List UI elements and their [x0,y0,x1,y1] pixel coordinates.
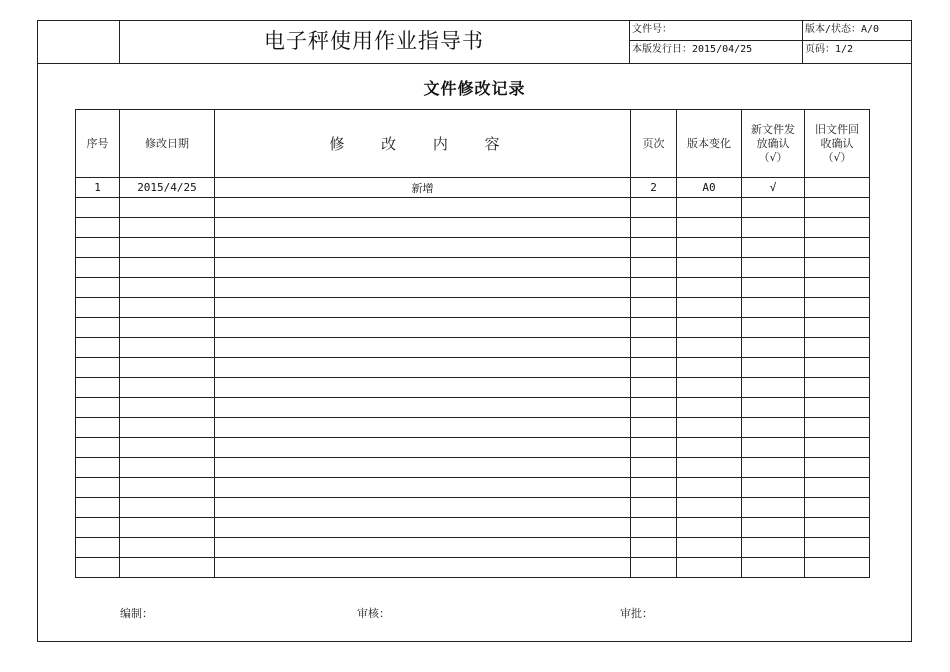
table-cell [742,458,805,478]
table-cell [742,558,805,578]
table-cell [742,238,805,258]
table-cell [805,398,870,418]
table-cell [805,198,870,218]
document-header [37,20,912,63]
table-cell [76,318,120,338]
table-cell [631,358,677,378]
table-cell [677,538,742,558]
table-cell [120,318,215,338]
table-cell [76,238,120,258]
table-cell [631,398,677,418]
table-cell [120,558,215,578]
table-row [76,278,870,298]
table-cell [631,198,677,218]
table-cell [215,238,631,258]
table-cell [76,438,120,458]
table-cell [677,558,742,578]
doc-number-label: 文件号： [632,24,672,35]
table-cell [742,338,805,358]
table-cell [677,318,742,338]
table-cell [805,478,870,498]
table-cell [677,238,742,258]
table-row [76,198,870,218]
table-cell [805,378,870,398]
col-header-old-line: 旧文件回 [815,122,859,136]
table-cell [631,438,677,458]
table-cell [120,518,215,538]
table-row [76,338,870,358]
table-cell [631,238,677,258]
table-cell [76,378,120,398]
col-header-date: 修改日期 [120,110,215,178]
table-body [76,178,870,578]
revision-table [75,109,870,578]
table-cell [805,338,870,358]
table-row [76,178,870,198]
table-cell [805,278,870,298]
table-cell [742,258,805,278]
table-row [76,498,870,518]
table-cell [631,518,677,538]
table-cell [677,258,742,278]
table-cell [742,438,805,458]
table-cell [215,538,631,558]
table-cell [677,338,742,358]
table-cell [120,458,215,478]
table-cell [742,298,805,318]
table-cell [677,418,742,438]
col-header-version: 版本变化 [677,110,742,178]
table-row [76,518,870,538]
table-cell [677,438,742,458]
table-cell [120,498,215,518]
table-cell [215,198,631,218]
table-cell [120,238,215,258]
table-cell [215,378,631,398]
table-cell [215,458,631,478]
table-cell [76,558,120,578]
table-cell [677,398,742,418]
table-cell [120,538,215,558]
table-cell [215,398,631,418]
table-cell [76,298,120,318]
table-cell [215,338,631,358]
table-cell [805,298,870,318]
table-cell [742,418,805,438]
table-cell: √ [742,178,805,198]
table-cell [215,558,631,578]
table-cell [120,418,215,438]
col-header-old-line: （√） [822,150,852,164]
table-cell [76,418,120,438]
table-cell [120,218,215,238]
table-cell [805,418,870,438]
table-row [76,558,870,578]
table-cell [76,278,120,298]
table-cell [215,218,631,238]
table-row [76,258,870,278]
table-cell: 2 [631,178,677,198]
col-header-content: 修 改 内 容 [215,110,631,178]
table-cell [677,498,742,518]
table-cell [742,398,805,418]
table-cell [805,458,870,478]
table-cell [805,318,870,338]
table-row [76,358,870,378]
table-header-row [76,110,870,178]
table-cell [742,358,805,378]
prepared-by-label: 编制： [120,607,153,620]
table-cell [215,258,631,278]
document-title: 电子秤使用作业指导书 [264,29,484,53]
table-cell [120,298,215,318]
table-cell [742,378,805,398]
table-cell [215,518,631,538]
table-cell [120,438,215,458]
table-cell [76,538,120,558]
approved-by-label: 审批： [620,607,653,620]
table-cell [215,358,631,378]
table-cell [215,418,631,438]
table-cell [677,358,742,378]
table-cell [805,258,870,278]
table-cell [805,238,870,258]
table-cell [120,358,215,378]
table-cell [120,338,215,358]
table-row [76,478,870,498]
table-cell [76,198,120,218]
col-header-seq: 序号 [76,110,120,178]
table-row [76,298,870,318]
table-cell [631,538,677,558]
table-cell [631,338,677,358]
table-cell [76,338,120,358]
table-cell [677,298,742,318]
table-cell [677,378,742,398]
table-row [76,238,870,258]
table-cell [677,458,742,478]
table-row [76,418,870,438]
table-cell [215,478,631,498]
col-header-new-line: （√） [758,150,788,164]
table-cell [805,538,870,558]
table-cell [742,498,805,518]
table-cell [742,218,805,238]
table-cell [120,478,215,498]
table-cell [215,318,631,338]
table-cell [215,498,631,518]
table-cell [805,558,870,578]
col-header-new-line: 放确认 [756,136,790,150]
table-row [76,438,870,458]
table-cell [76,458,120,478]
page-number: 页码：1/2 [805,44,854,55]
table-row [76,398,870,418]
col-header-old-confirm [805,110,870,178]
table-cell [76,218,120,238]
table-cell [76,518,120,538]
table-row [76,318,870,338]
col-header-page: 页次 [631,110,677,178]
table-cell [120,398,215,418]
table-cell: A0 [677,178,742,198]
table-cell [215,278,631,298]
table-row [76,538,870,558]
table-cell [805,518,870,538]
table-cell [742,318,805,338]
table-cell [215,438,631,458]
table-cell [215,298,631,318]
table-cell [805,358,870,378]
table-cell [677,478,742,498]
table-cell [631,478,677,498]
table-cell [631,458,677,478]
table-cell [120,258,215,278]
col-header-new-confirm [742,110,805,178]
table-cell [631,378,677,398]
table-cell [76,398,120,418]
col-header-old-line: 收确认 [820,136,854,150]
table-cell [631,298,677,318]
table-cell [631,278,677,298]
reviewed-by-label: 审核： [357,607,390,620]
table-cell [742,478,805,498]
table-cell: 1 [76,178,120,198]
table-cell [631,498,677,518]
table-cell [805,218,870,238]
table-row [76,378,870,398]
table-row [76,218,870,238]
table-cell [742,198,805,218]
table-cell [742,278,805,298]
table-cell [76,478,120,498]
table-cell [631,418,677,438]
table-cell [742,538,805,558]
table-cell [120,198,215,218]
table-cell [805,438,870,458]
table-cell [677,198,742,218]
col-header-new-line: 新文件发 [751,122,795,136]
table-cell: 2015/4/25 [120,178,215,198]
issue-date: 本版发行日：2015/04/25 [632,44,753,55]
table-cell [631,318,677,338]
table-cell [76,498,120,518]
table-cell [120,278,215,298]
table-cell [742,518,805,538]
table-cell [805,498,870,518]
table-cell [805,178,870,198]
table-cell [677,518,742,538]
table-cell [76,358,120,378]
table-row [76,458,870,478]
table-cell [76,258,120,278]
sheet-title: 文件修改记录 [423,79,526,98]
table-cell [120,378,215,398]
table-cell: 新增 [215,178,631,198]
table-cell [677,278,742,298]
table-cell [631,558,677,578]
table-cell [631,258,677,278]
version-status: 版本/状态：A/0 [805,24,880,35]
table-cell [631,218,677,238]
table-cell [677,218,742,238]
